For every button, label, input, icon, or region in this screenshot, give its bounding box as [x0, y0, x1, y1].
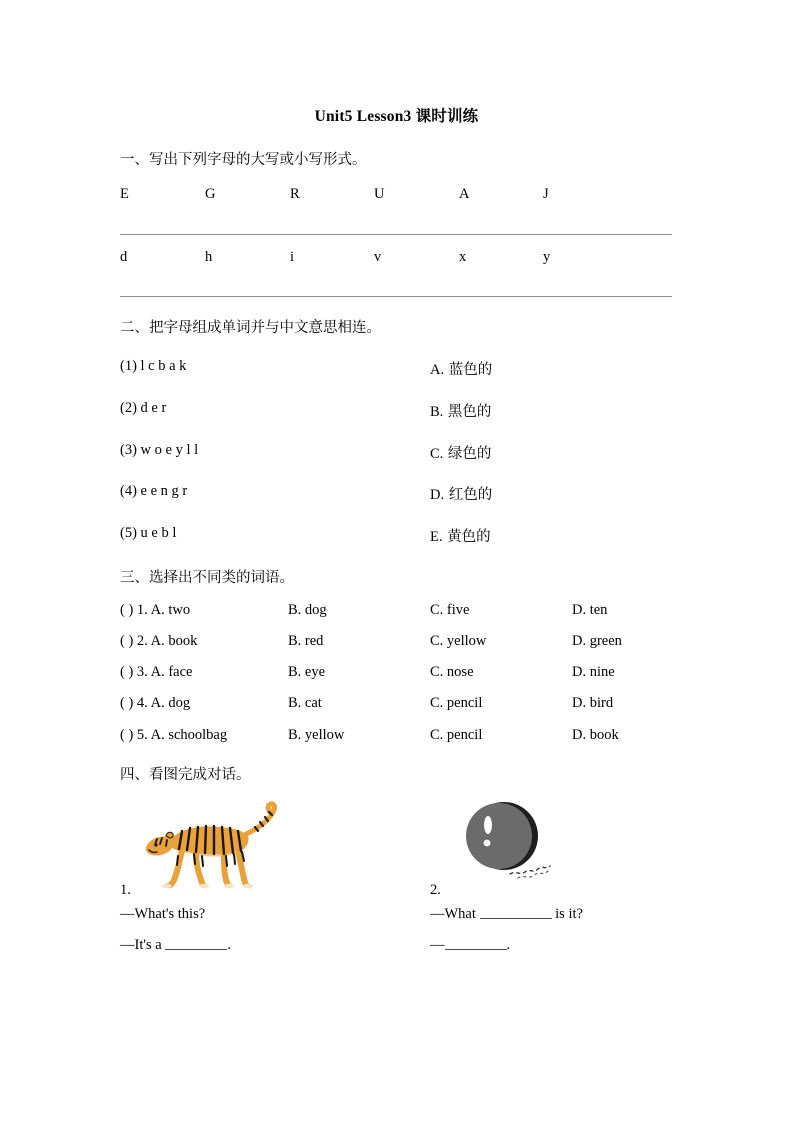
uppercase-letter: U — [374, 186, 385, 202]
match-option — [430, 400, 491, 421]
match-option-text: 绿色的 — [447, 446, 492, 462]
choice-option-b[interactable]: B. dog — [288, 602, 327, 618]
match-option-letter: B. — [430, 404, 444, 420]
dialogue-question — [120, 906, 205, 923]
choice-option-b[interactable]: B. cat — [288, 695, 322, 711]
match-item: (4) e e n g r — [120, 483, 188, 499]
match-option — [430, 525, 491, 546]
choice-option-d[interactable]: D. bird — [572, 695, 614, 711]
match-item: (2) d e r — [120, 400, 167, 416]
match-option-letter: D. — [430, 487, 445, 503]
dialogue-question-prefix: —What — [430, 906, 480, 922]
dialogue-answer-prefix: —It's a — [120, 937, 166, 953]
uppercase-letter: A — [459, 186, 470, 202]
dialogue-question-suffix: is it? — [551, 906, 583, 922]
answer-rule-lowercase — [120, 296, 672, 297]
choice-row-stem[interactable]: ( ) 1. A. two — [120, 602, 191, 618]
match-option — [430, 358, 492, 379]
match-option — [430, 442, 491, 463]
answer-blank[interactable] — [445, 937, 507, 950]
page-title: Unit5 Lesson3 课时训练 — [314, 108, 479, 125]
lowercase-letter: d — [120, 249, 128, 265]
dialogue-answer — [430, 937, 510, 954]
match-item: (1) l c b a k — [120, 358, 187, 374]
choice-option-d[interactable]: D. ten — [572, 602, 608, 618]
match-item: (5) u e b l — [120, 525, 177, 541]
dialogue-number: 1. — [120, 882, 131, 898]
choice-option-d[interactable]: D. nine — [572, 664, 615, 680]
choice-option-b[interactable]: B. yellow — [288, 727, 345, 743]
match-option-text: 蓝色的 — [448, 362, 493, 378]
answer-rule-uppercase — [120, 234, 672, 235]
section-3-heading: 三、选择出不同类的词语。 — [120, 570, 294, 586]
dialogue-question-text: —What's this? — [120, 906, 206, 922]
section-4-heading: 四、看图完成对话。 — [120, 767, 251, 783]
match-option-text: 红色的 — [448, 487, 493, 503]
dialogue-answer — [120, 937, 231, 954]
dialogue-number: 2. — [430, 882, 441, 898]
choice-option-c[interactable]: C. yellow — [430, 633, 487, 649]
choice-option-d[interactable]: D. green — [572, 633, 622, 649]
match-option-letter: A. — [430, 362, 445, 378]
answer-blank[interactable] — [165, 937, 227, 950]
match-option — [430, 483, 492, 504]
lowercase-letter: x — [459, 249, 467, 265]
choice-row-stem[interactable]: ( ) 2. A. book — [120, 633, 198, 649]
choice-option-d[interactable]: D. book — [572, 727, 619, 743]
tiger-illustration — [138, 800, 288, 888]
choice-option-c[interactable]: C. pencil — [430, 695, 483, 711]
dialogue-answer-prefix: — — [430, 937, 445, 953]
uppercase-letter: R — [290, 186, 300, 202]
section-2-heading: 二、把字母组成单词并与中文意思相连。 — [120, 320, 381, 336]
lowercase-letter: v — [374, 249, 382, 265]
dialogue-answer-suffix: . — [506, 937, 511, 953]
choice-option-c[interactable]: C. five — [430, 602, 470, 618]
uppercase-letter: J — [543, 186, 549, 202]
question-blank[interactable] — [480, 906, 552, 919]
dialogue-question — [430, 906, 583, 923]
lowercase-letter: i — [290, 249, 295, 265]
choice-row-stem[interactable]: ( ) 3. A. face — [120, 664, 193, 680]
choice-option-b[interactable]: B. eye — [288, 664, 326, 680]
dialogue-answer-suffix: . — [227, 937, 231, 953]
match-option-letter: E. — [430, 529, 443, 545]
uppercase-letter: G — [205, 186, 216, 202]
black-ball-illustration — [462, 800, 572, 888]
choice-option-c[interactable]: C. pencil — [430, 727, 483, 743]
section-1-heading: 一、写出下列字母的大写或小写形式。 — [120, 152, 367, 168]
choice-option-c[interactable]: C. nose — [430, 664, 474, 680]
match-option-letter: C. — [430, 446, 444, 462]
lowercase-letter: y — [543, 249, 551, 265]
match-item: (3) w o e y l l — [120, 442, 199, 458]
choice-row-stem[interactable]: ( ) 5. A. schoolbag — [120, 727, 228, 743]
match-option-text: 黄色的 — [447, 529, 491, 545]
match-option-text: 黑色的 — [447, 404, 492, 420]
choice-option-b[interactable]: B. red — [288, 633, 324, 649]
lowercase-letter: h — [205, 249, 213, 265]
choice-row-stem[interactable]: ( ) 4. A. dog — [120, 695, 191, 711]
uppercase-letter: E — [120, 186, 129, 202]
